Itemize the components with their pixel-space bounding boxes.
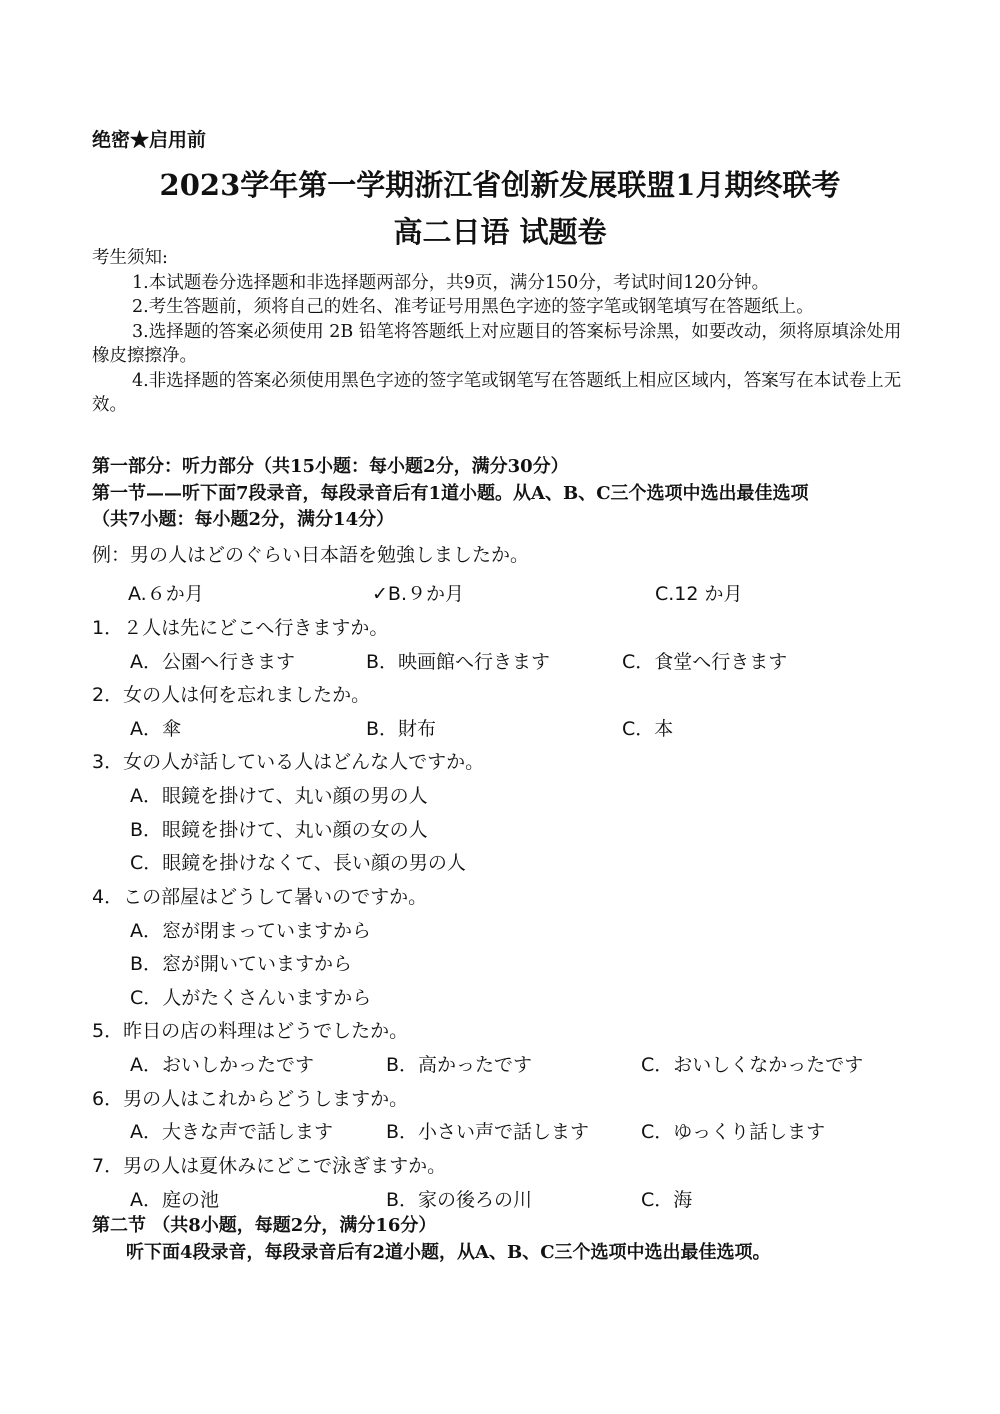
question-stem: 1．２人は先にどこへ行きますか。 bbox=[92, 617, 389, 639]
notice-item: 2.考生答题前，须将自己的姓名、准考证号用黑色字迹的签字笔或钢笔填写在答题纸上。 bbox=[132, 297, 814, 317]
question-option: B．家の後ろの川 bbox=[386, 1189, 533, 1211]
question-option: C．海 bbox=[641, 1189, 693, 1211]
notice-item: 4.非选择题的答案必须使用黑色字迹的签字笔或钢笔写在答题纸上相应区域内，答案写在本试卷上无效。 bbox=[92, 370, 902, 415]
question-option: B．映画館へ行きます bbox=[366, 651, 551, 673]
question-option: B．高かったです bbox=[386, 1054, 533, 1076]
question-option: C．眼鏡を掛けなくて、長い顔の男の人 bbox=[130, 852, 466, 874]
question-option: A．傘 bbox=[130, 718, 181, 740]
question-option: A．庭の池 bbox=[130, 1189, 219, 1211]
question-option: C．食堂へ行きます bbox=[622, 651, 788, 673]
exam-title: 2023学年第一学期浙江省创新发展联盟1月期终联考 bbox=[159, 168, 841, 202]
secret-label: 绝密★启用前 bbox=[92, 129, 207, 151]
exam-subtitle: 高二日语 试题卷 bbox=[393, 215, 607, 249]
question-stem: 2．女の人は何を忘れましたか。 bbox=[92, 684, 371, 706]
question-stem: 4．この部屋はどうして暑いのですか。 bbox=[92, 886, 428, 908]
notice-heading: 考生须知: bbox=[92, 248, 168, 268]
notice-item: 3.选择题的答案必须使用 2B 铅笔将答题纸上对应题目的答案标号涂黑，如要改动，须将原填涂处用橡皮擦擦净。 bbox=[92, 321, 902, 366]
question-option: A．おいしかったです bbox=[130, 1054, 314, 1076]
question-option: B．財布 bbox=[366, 718, 437, 740]
question-option: C．本 bbox=[622, 718, 674, 740]
question-option: C．ゆっくり話します bbox=[641, 1121, 826, 1143]
example-option-b: ✓B.９か月 bbox=[372, 583, 464, 605]
section2-title: 第二节 （共8小题，每题2分，满分16分） bbox=[92, 1215, 437, 1236]
question-option: A．大きな声で話します bbox=[130, 1121, 333, 1143]
section1-subtitle: （共7小题：每小题2分，满分14分） bbox=[92, 509, 395, 530]
question-option: C．人がたくさんいますから bbox=[130, 987, 372, 1009]
question-stem: 3．女の人が話している人はどんな人ですか。 bbox=[92, 751, 485, 773]
example-stem: 例：男の人はどのぐらい日本語を勉強しましたか。 bbox=[92, 544, 530, 566]
notice-block bbox=[92, 246, 904, 418]
section2-instruction: 听下面4段录音，每段录音后有2道小题，从A、B、C三个选项中选出最佳选项。 bbox=[126, 1242, 771, 1263]
question-option: B．窓が開いていますから bbox=[130, 953, 353, 975]
example-option-a: A.６か月 bbox=[128, 583, 204, 605]
notice-item: 1.本试题卷分选择题和非选择题两部分，共9页，满分150分，考试时间120分钟。 bbox=[132, 272, 770, 293]
question-option: A．窓が閉まっていますから bbox=[130, 920, 371, 942]
question-option: B．眼鏡を掛けて、丸い顔の女の人 bbox=[130, 819, 428, 841]
question-stem: 5．昨日の店の料理はどうでしたか。 bbox=[92, 1020, 409, 1042]
question-stem: 7．男の人は夏休みにどこで泳ぎますか。 bbox=[92, 1155, 447, 1177]
question-stem: 6．男の人はこれからどうしますか。 bbox=[92, 1088, 409, 1110]
question-option: A．公園へ行きます bbox=[130, 651, 295, 673]
question-option: C．おいしくなかったです bbox=[641, 1054, 864, 1076]
section1-title: 第一节——听下面7段录音，每段录音后有1道小题。从A、B、C三个选项中选出最佳选项 bbox=[92, 483, 809, 504]
question-option: A．眼鏡を掛けて、丸い顔の男の人 bbox=[130, 785, 428, 807]
example-option-c: C.12 か月 bbox=[655, 583, 743, 605]
part1-title: 第一部分：听力部分（共15小题：每小题2分，满分30分） bbox=[92, 456, 569, 477]
question-option: B．小さい声で話します bbox=[386, 1121, 590, 1143]
